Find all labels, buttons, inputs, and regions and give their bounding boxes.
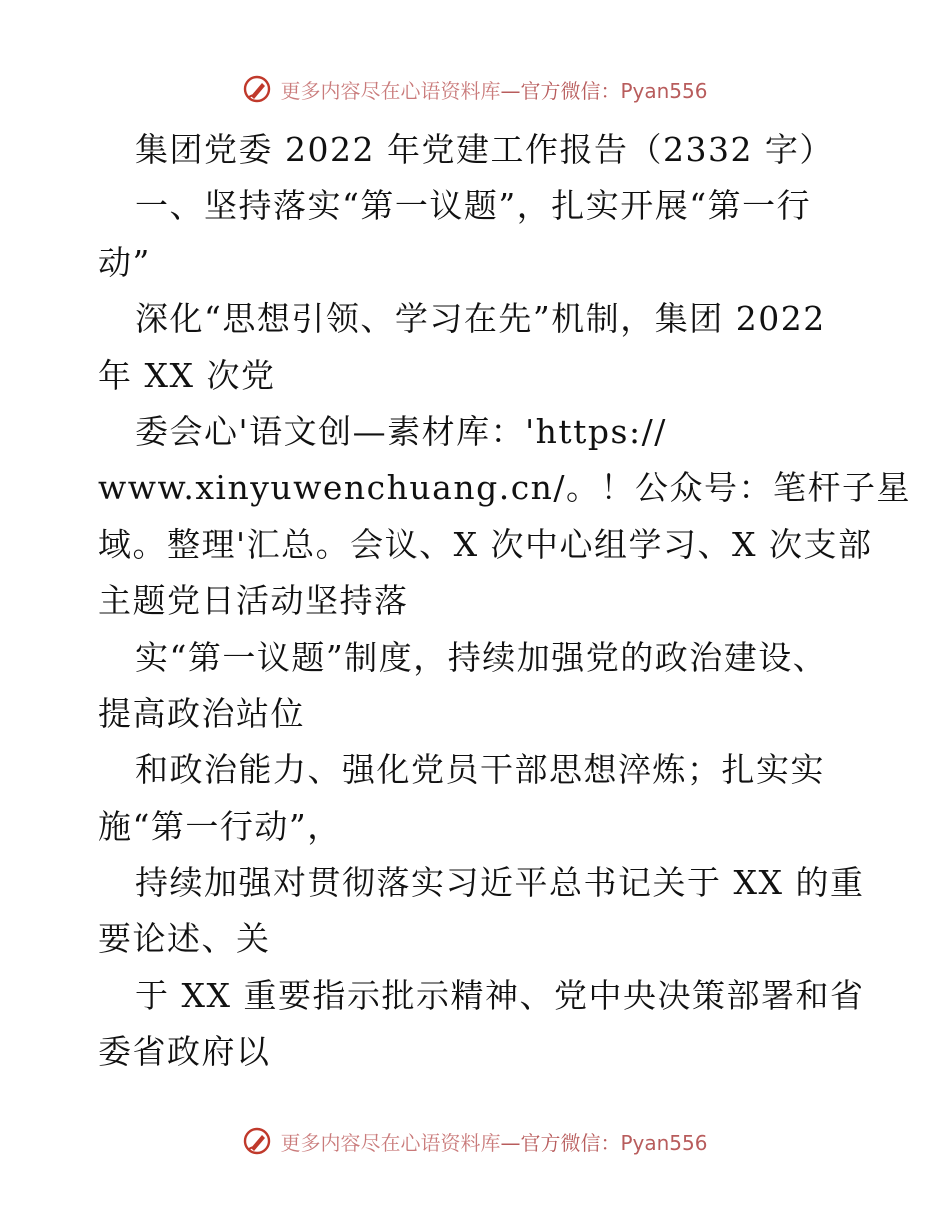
document-line: 域。整理'汇总。会议、X 次中心组学习、X 次支部 <box>98 524 873 564</box>
document-line: 施“第一行动”， <box>98 806 342 846</box>
document-line: 于 XX 重要指示批示精神、党中央决策部署和省 <box>135 975 865 1015</box>
document-line: 委省政府以 <box>98 1032 271 1072</box>
document-line: 一、坚持落实“第一议题”，扎实开展“第一行 <box>135 186 812 226</box>
header-banner-tail: —官方微信：Pyan556 <box>500 78 708 103</box>
document-line: 动” <box>98 242 151 282</box>
document-line: 年 XX 次党 <box>98 355 276 395</box>
header-banner-lead: 更多内容尽在心语资料库 <box>280 78 501 103</box>
header-banner-text <box>280 75 707 104</box>
document-body <box>98 122 912 1081</box>
document-line: 要论述、关 <box>98 919 271 959</box>
document-line: 持续加强对贯彻落实习近平总书记关于 XX 的重 <box>135 863 865 903</box>
document-line: www.xinyuwenchuang.cn/。！公众号：笔杆子星 <box>98 468 912 508</box>
footer-banner-lead: 更多内容尽在心语资料库 <box>280 1130 501 1155</box>
document-line: 集团党委 2022 年党建工作报告（2332 字） <box>135 130 834 169</box>
footer-banner-tail: —官方微信：Pyan556 <box>500 1130 708 1155</box>
pen-nib-logo-icon <box>242 1126 272 1156</box>
document-line: 和政治能力、强化党员干部思想淬炼；扎实实 <box>135 750 825 790</box>
document-line: 提高政治站位 <box>98 693 305 733</box>
document-line: 委会心'语文创—素材库：'https:// <box>135 411 667 451</box>
header-banner <box>0 72 950 106</box>
footer-banner-text <box>280 1127 707 1156</box>
document-line: 主题党日活动坚持落 <box>98 581 409 621</box>
pen-nib-logo-icon <box>242 74 272 104</box>
document-line: 深化“思想引领、学习在先”机制，集团 2022 <box>135 299 826 339</box>
document-line: 实“第一议题”制度，持续加强党的政治建设、 <box>135 637 828 677</box>
footer-banner <box>0 1124 950 1158</box>
